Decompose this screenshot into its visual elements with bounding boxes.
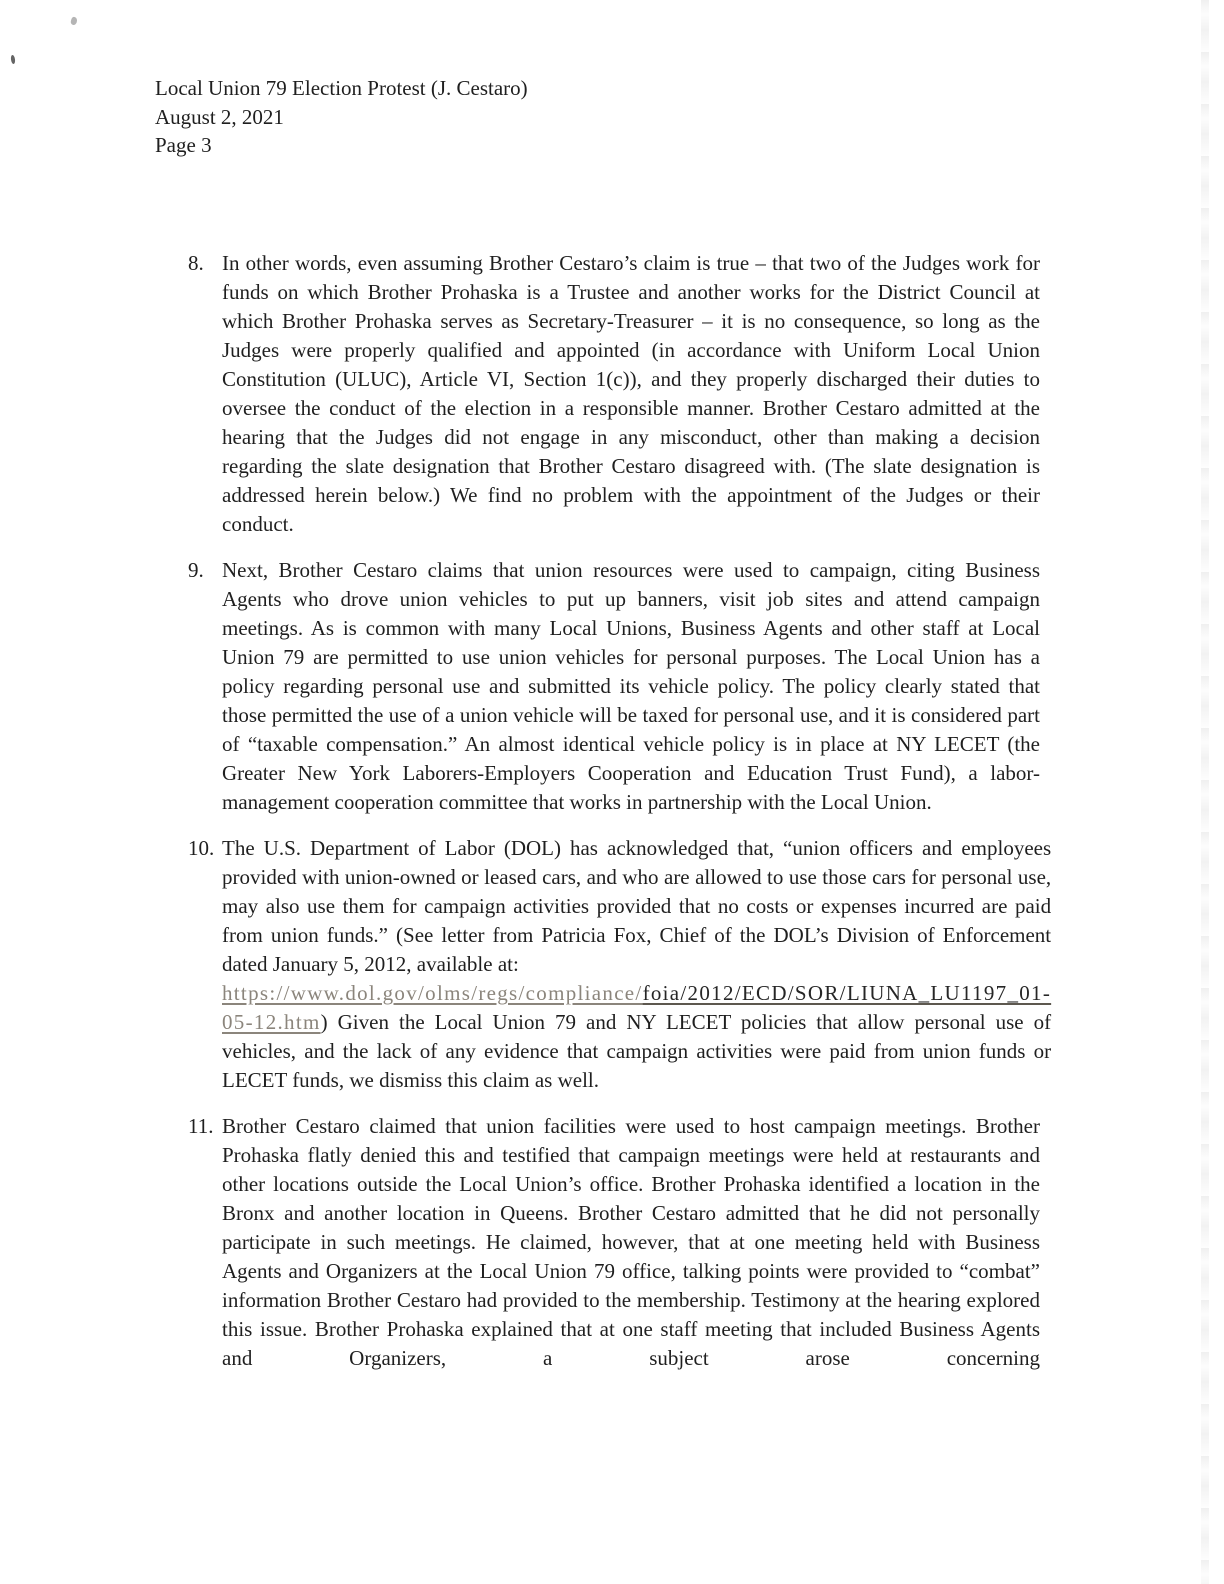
- item-number: 9.: [188, 558, 204, 582]
- item-number: 10.: [188, 836, 215, 860]
- paragraph-segment: ) Given the Local Union 79 and NY LECET policies that allow personal use of vehicles, and the lack of any evidence that campaign activities were paid from union funds or LECET funds, we dismiss this claim as well.: [222, 1010, 1052, 1092]
- page-number: Page 3: [155, 133, 212, 157]
- item-number: 8.: [188, 251, 204, 275]
- list-item-10: [188, 834, 1052, 1095]
- paragraph-segment: The U.S. Department of Labor (DOL) has acknowledged that, “union officers and employees provided with union-owned or leased cars, and who are allowed to use those cars for personal use, may also use them for campaign activities provided that no costs or expenses incurred are paid from union funds.” (See letter from Patricia Fox, Chief of the DOL’s Division of Enforcement dated January 5, 2012, available at:: [222, 836, 1052, 976]
- list-item-9: [188, 556, 1040, 817]
- list-item-11: [188, 1112, 1040, 1373]
- hyperlink-url-part[interactable]: https://www.dol.gov/olms/regs/compliance/: [222, 981, 643, 1005]
- item-number: 11.: [188, 1114, 214, 1138]
- document-header: [155, 74, 528, 160]
- paragraph-text: Next, Brother Cestaro claims that union resources were used to campaign, citing Business Agents who drove union vehicles to put up banners, visit job sites and attend campaign meetings. As is common with many Local Unions, Business Agents and other staff at Local Union 79 are permitted to use union vehicles for personal purposes. The Local Union has a policy regarding personal use and submitted its vehicle policy. The policy clearly stated that those permitted the use of a union vehicle will be taxed for personal use, and it is considered part of “taxable compensation.” An almost identical vehicle policy is in place at NY LECET (the Greater New York Laborers-Employers Cooperation and Education Trust Fund), a labor-management cooperation committee that works in partnership with the Local Union.: [222, 558, 1040, 814]
- hyperlink-url-part[interactable]: foia/2012/ECD/SOR/LIUNA_LU1197_01-: [642, 981, 1052, 1005]
- document-body: [188, 249, 1052, 1390]
- list-item-8: [188, 249, 1040, 539]
- document-title: Local Union 79 Election Protest (J. Cestaro): [155, 76, 528, 100]
- paragraph-text: [222, 834, 1051, 1095]
- scan-speck: [70, 16, 78, 25]
- document-date: August 2, 2021: [155, 104, 284, 129]
- scan-artifact-strip: [1201, 0, 1209, 1584]
- paragraph-text: Brother Cestaro claimed that union facilities were used to host campaign meetings. Brother Prohaska flatly denied this and testified that campaign meetings were held at restaurants and other locations outside the Local Union’s office. Brother Prohaska identified a location in the Bronx and another location in Queens. Brother Cestaro admitted that he did not personally participate in such meetings. He claimed, however, that at one meeting held with Business Agents and Organizers at the Local Union 79 office, talking points were provided to “combat” information Brother Cestaro had provided to the membership. Testimony at the hearing explored this issue. Brother Prohaska explained that at one staff meeting that included Business Agents and Organizers, a subject arose concerning: [222, 1114, 1040, 1370]
- hyperlink-url-part[interactable]: 05-12.htm: [222, 1010, 321, 1034]
- scan-speck: [10, 55, 15, 64]
- paragraph-text: In other words, even assuming Brother Cestaro’s claim is true – that two of the Judges work for funds on which Brother Prohaska is a Trustee and another works for the District Council at which Brother Prohaska serves as Secretary-Treasurer – it is no consequence, so long as the Judges were properly qualified and appointed (in accordance with Uniform Local Union Constitution (ULUC), Article VI, Section 1(c)), and they properly discharged their duties to oversee the conduct of the election in a responsible manner. Brother Cestaro admitted at the hearing that the Judges did not engage in any misconduct, other than making a decision regarding the slate designation that Brother Cestaro disagreed with. (The slate designation is addressed herein below.) We find no problem with the appointment of the Judges or their conduct.: [222, 251, 1040, 536]
